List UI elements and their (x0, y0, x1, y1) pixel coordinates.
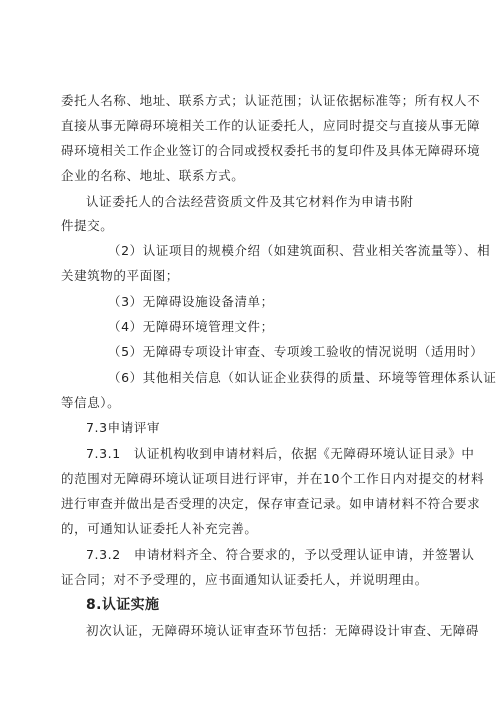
body-text-line: 企业的名称、地址、联系方式。 (61, 168, 245, 183)
clause-7-3-1-continuation: 进行审查并做出是否受理的决定，保存审查记录。如申请材料不符合要求 (61, 496, 481, 511)
list-item-3: （3）无障碍设施设备清单； (108, 294, 274, 309)
list-item-2-continuation: 关建筑物的平面图； (61, 268, 179, 283)
body-text-line: 认证委托人的合法经营资质文件及其它材料作为申请书附 (86, 194, 414, 209)
list-item-4: （4）无障碍环境管理文件； (108, 319, 274, 334)
list-item-6: （6）其他相关信息（如认证企业获得的质量、环境等管理体系认证 (108, 370, 497, 385)
body-text-line: 件提交。 (61, 218, 114, 233)
section-heading-7-3: 7.3申请评审 (86, 420, 161, 435)
list-item-5: （5）无障碍专项设计审查、专项竣工验收的情况说明（适用时） (108, 344, 484, 359)
clause-7-3-1-continuation: 的范围对无障碍环境认证项目进行评审，并在10个工作日内对提交的材料 (61, 471, 485, 486)
body-text-line: 碍环境相关工作企业签订的合同或授权委托书的复印件及具体无障碍环境 (61, 143, 481, 158)
list-item-2: （2）认证项目的规模介绍（如建筑面积、营业相关客流量等）、相 (108, 243, 491, 258)
clause-7-3-1-continuation: 的，可通知认证委托人补充完善。 (61, 521, 258, 536)
body-text-line: 初次认证，无障碍环境认证审查环节包括：无障碍设计审查、无障碍 (86, 623, 480, 638)
body-text-line: 直接从事无障碍环境相关工作的认证委托人，应同时提交与直接从事无障 (61, 118, 481, 133)
clause-7-3-2: 7.3.2 申请材料齐全、符合要求的，予以受理认证申请，并签署认 (86, 547, 475, 562)
body-text-line: 委托人名称、地址、联系方式；认证范围；认证依据标准等；所有权人不 (61, 93, 481, 108)
clause-7-3-2-continuation: 证合同；对不予受理的，应书面通知认证委托人，并说明理由。 (61, 572, 428, 587)
clause-7-3-1: 7.3.1 认证机构收到申请材料后，依据《无障碍环境认证目录》中 (86, 446, 475, 461)
list-item-6-continuation: 等信息）。 (61, 395, 121, 410)
section-heading-8: 8.认证实施 (86, 597, 160, 613)
